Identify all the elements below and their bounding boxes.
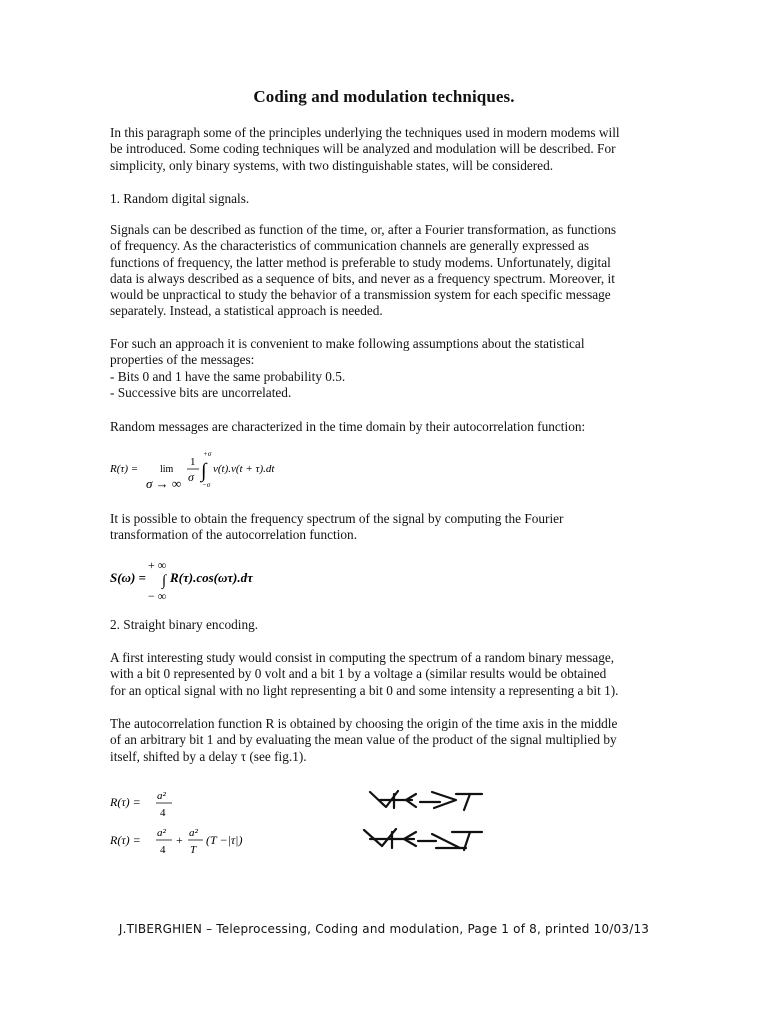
text-line: would be unpractical to study the behavior of a transmission system for each specific message <box>110 287 611 303</box>
text-line: itself, shifted by a delay τ (see fig.1). <box>110 748 307 764</box>
integral-icon: ∫ <box>201 460 207 482</box>
text-line: of frequency. As the characteristics of communication channels are generally expressed as <box>110 238 590 254</box>
eq1-frac-den: σ <box>188 470 194 484</box>
text-line: properties of the messages: <box>110 352 255 368</box>
eq2-integrand: R(τ).cos(ωτ).dτ <box>170 570 253 585</box>
eq1-frac-num: 1 <box>190 456 196 468</box>
glyph-artifact-1 <box>368 788 486 812</box>
section1-paragraph-3: Random messages are characterized in the time domain by their autocorrelation function: <box>110 419 586 434</box>
text-line: with a bit 0 represented by 0 volt and a bit 1 by a voltage a (similar results would be obtained <box>110 666 607 682</box>
eq4-num1: a² <box>157 827 166 839</box>
page-footer: J.TIBERGHIEN – Teleprocessing, Coding and modulation, Page 1 of 8, printed 10/03/13 <box>118 922 650 936</box>
equation-spectrum <box>110 558 330 602</box>
eq1-lim: lim <box>160 464 174 475</box>
eq4-tail: (T −|τ|) <box>206 833 243 847</box>
eq4-den2: T <box>190 844 197 856</box>
section1-paragraph-2 <box>110 336 700 401</box>
intro-paragraph <box>110 125 700 174</box>
eq2-int-upper: + ∞ <box>148 558 167 572</box>
eq3-num: a² <box>157 790 166 802</box>
eq4-num2: a² <box>189 827 198 839</box>
text-line: For such an approach it is convenient to make following assumptions about the statistical <box>110 336 585 351</box>
text-line: Signals can be described as function of the time, or, after a Fourier transformation, as functions <box>110 222 617 237</box>
eq4-lhs: R(τ) = <box>110 833 141 847</box>
eq3-lhs: R(τ) = <box>110 795 141 809</box>
section2-paragraph-1 <box>110 650 700 699</box>
eq2-int-lower: − ∞ <box>148 589 167 602</box>
eq1-int-lower: −σ <box>202 481 211 489</box>
eq2-lhs: S(ω) = <box>110 570 146 585</box>
text-line: functions of frequency, the latter method is preferable to study modems. Unfortunately, digital <box>110 254 611 270</box>
text-line: The autocorrelation function R is obtained by choosing the origin of the time axis in the middle <box>110 716 618 731</box>
eq1-integrand: v(t).v(t + τ).dt <box>213 463 275 475</box>
text-line: In this paragraph some of the principles underlying the techniques used in modern modems will <box>110 125 620 140</box>
text-line: data is always described as a sequence of bits, and never as a frequency spectrum. Moreover, it <box>110 270 615 286</box>
section1-paragraph-4 <box>110 511 700 544</box>
text-line: simplicity, only binary systems, with two distinguishable states, will be considered. <box>110 157 554 173</box>
text-line: be introduced. Some coding techniques will be analyzed and modulation will be described. For <box>110 141 616 157</box>
text-line: It is possible to obtain the frequency spectrum of the signal by computing the Fourier <box>110 511 564 526</box>
eq1-lhs: R(τ) = <box>110 463 139 475</box>
list-item: - Successive bits are uncorrelated. <box>110 384 292 400</box>
glyph-artifact-2 <box>362 826 486 852</box>
integral-icon: ∫ <box>162 573 167 589</box>
document-title: Coding and modulation techniques. <box>253 87 515 106</box>
text-line: separately. Instead, a statistical approach is needed. <box>110 303 383 319</box>
list-item: - Bits 0 and 1 have the same probability 0.5. <box>110 368 346 384</box>
text-line: A first interesting study would consist in computing the spectrum of a random binary message, <box>110 650 615 665</box>
equation-autocorrelation <box>110 448 370 492</box>
section2-paragraph-2 <box>110 716 700 765</box>
eq3-den: 4 <box>160 807 166 819</box>
eq4-den1: 4 <box>160 844 166 856</box>
text-line: for an optical signal with no light representing a bit 0 and some intensity a representing a bit 1). <box>110 682 619 698</box>
section1-paragraph-1 <box>110 222 700 320</box>
eq1-int-upper: +σ <box>203 450 212 458</box>
equation-r-linear <box>110 822 310 862</box>
eq4-plus: + <box>176 833 183 847</box>
eq1-lim-sub: σ → ∞ <box>146 476 182 491</box>
section2-heading: 2. Straight binary encoding. <box>110 617 259 632</box>
text-line: of an arbitrary bit 1 and by evaluating the mean value of the product of the signal multiplied by <box>110 732 617 748</box>
section1-heading: 1. Random digital signals. <box>110 191 250 206</box>
text-line: transformation of the autocorrelation function. <box>110 527 358 543</box>
equation-r-const <box>110 784 200 824</box>
